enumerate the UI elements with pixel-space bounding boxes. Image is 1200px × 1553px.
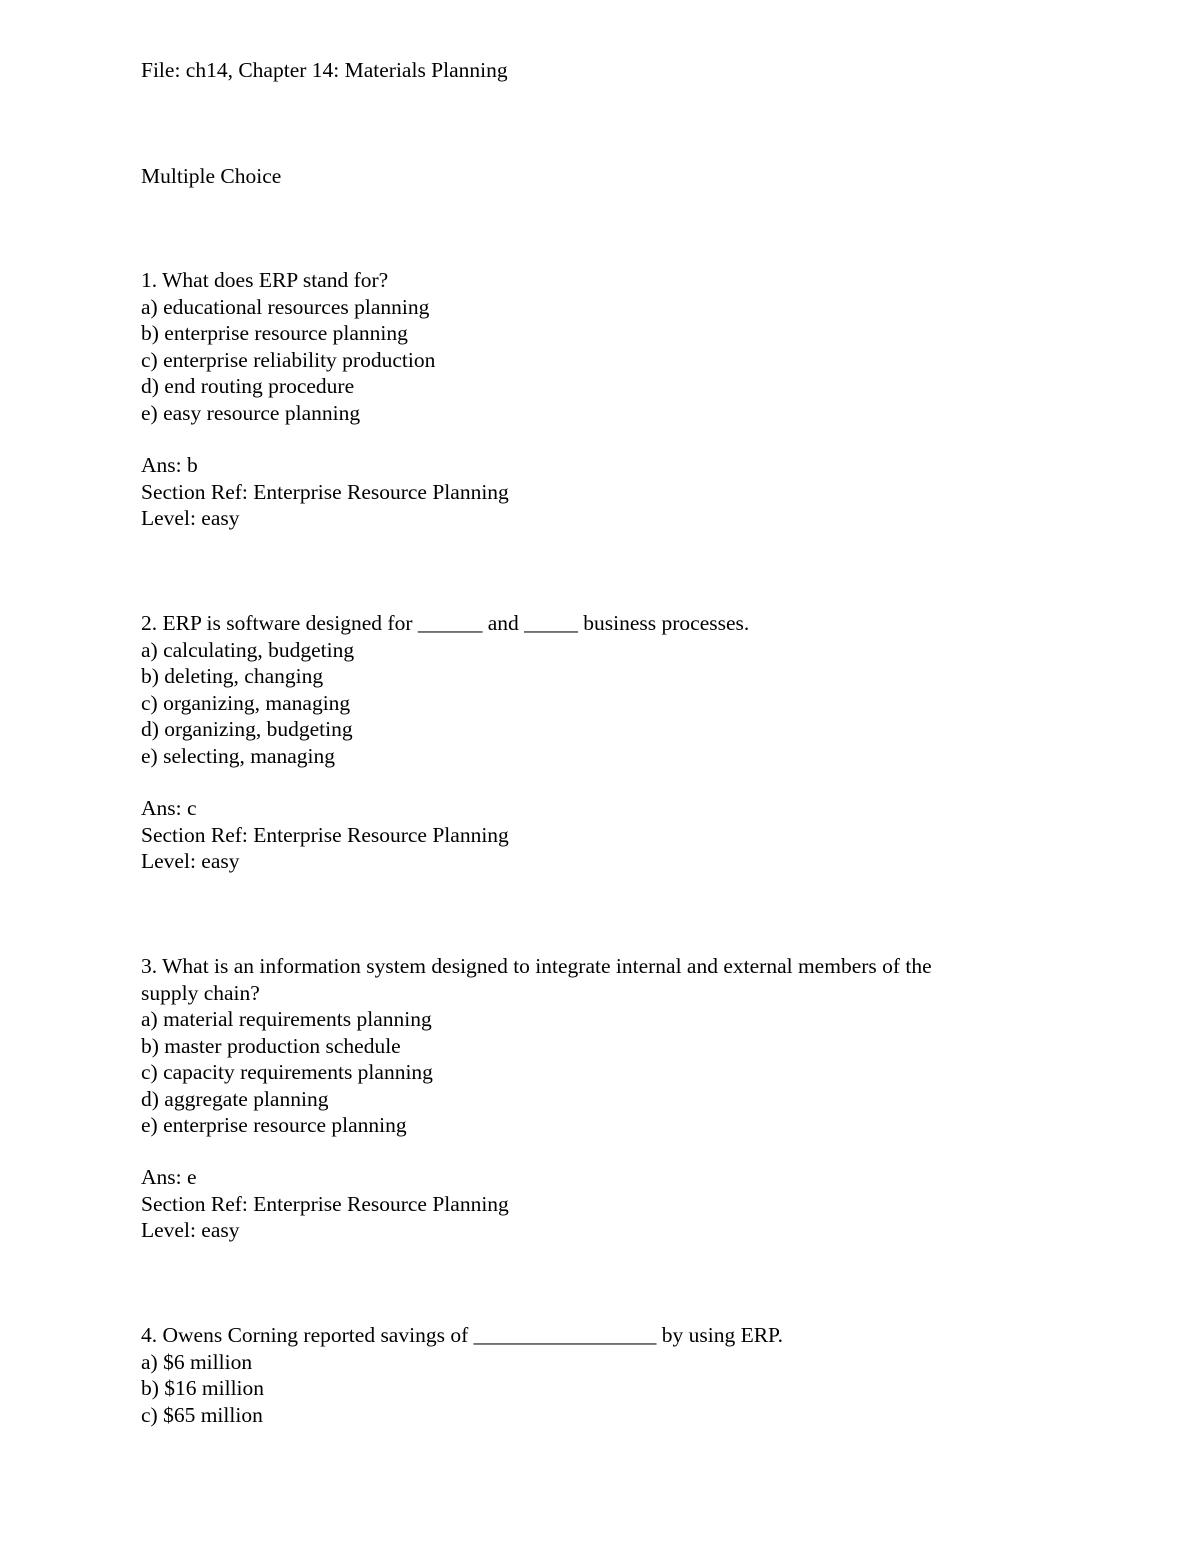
question-4-option-c: c) $65 million: [141, 1403, 263, 1427]
question-3-answer: Ans: e: [141, 1165, 197, 1189]
question-2-option-b: b) deleting, changing: [141, 664, 324, 688]
section-title: Multiple Choice: [141, 164, 282, 188]
question-1-stem: 1. What does ERP stand for?: [141, 268, 389, 292]
question-1-option-e: e) easy resource planning: [141, 401, 361, 425]
question-1-option-b: b) enterprise resource planning: [141, 321, 408, 345]
question-2-option-d: d) organizing, budgeting: [141, 717, 353, 741]
question-1-option-c: c) enterprise reliability production: [141, 348, 436, 372]
question-2-option-a: a) calculating, budgeting: [141, 638, 355, 662]
question-3-stem-line-2: supply chain?: [141, 981, 260, 1005]
question-2-answer: Ans: c: [141, 796, 197, 820]
question-3-option-e: e) enterprise resource planning: [141, 1113, 407, 1137]
question-3-option-a: a) material requirements planning: [141, 1007, 432, 1031]
question-1-option-a: a) educational resources planning: [141, 295, 430, 319]
question-2-section-ref: Section Ref: Enterprise Resource Planning: [141, 823, 509, 847]
question-1-answer: Ans: b: [141, 453, 198, 477]
question-2-stem: 2. ERP is software designed for ______ and _____ business processes.: [141, 611, 750, 635]
question-1-level: Level: easy: [141, 506, 240, 530]
question-3-option-d: d) aggregate planning: [141, 1087, 329, 1111]
question-3-section-ref: Section Ref: Enterprise Resource Planning: [141, 1192, 509, 1216]
question-1-option-d: d) end routing procedure: [141, 374, 355, 398]
question-4-option-b: b) $16 million: [141, 1376, 265, 1400]
question-2-option-c: c) organizing, managing: [141, 691, 351, 715]
question-3-stem-line-1: 3. What is an information system designed to integrate internal and external members of the: [141, 954, 932, 978]
question-2-level: Level: easy: [141, 849, 240, 873]
question-4-stem: 4. Owens Corning reported savings of _________________ by using ERP.: [141, 1323, 783, 1347]
question-2-option-e: e) selecting, managing: [141, 744, 336, 768]
question-3-option-c: c) capacity requirements planning: [141, 1060, 433, 1084]
file-header: File: ch14, Chapter 14: Materials Planning: [141, 58, 508, 82]
question-1-section-ref: Section Ref: Enterprise Resource Planning: [141, 480, 509, 504]
question-3-level: Level: easy: [141, 1218, 240, 1242]
question-4-option-a: a) $6 million: [141, 1350, 253, 1374]
question-3-option-b: b) master production schedule: [141, 1034, 401, 1058]
